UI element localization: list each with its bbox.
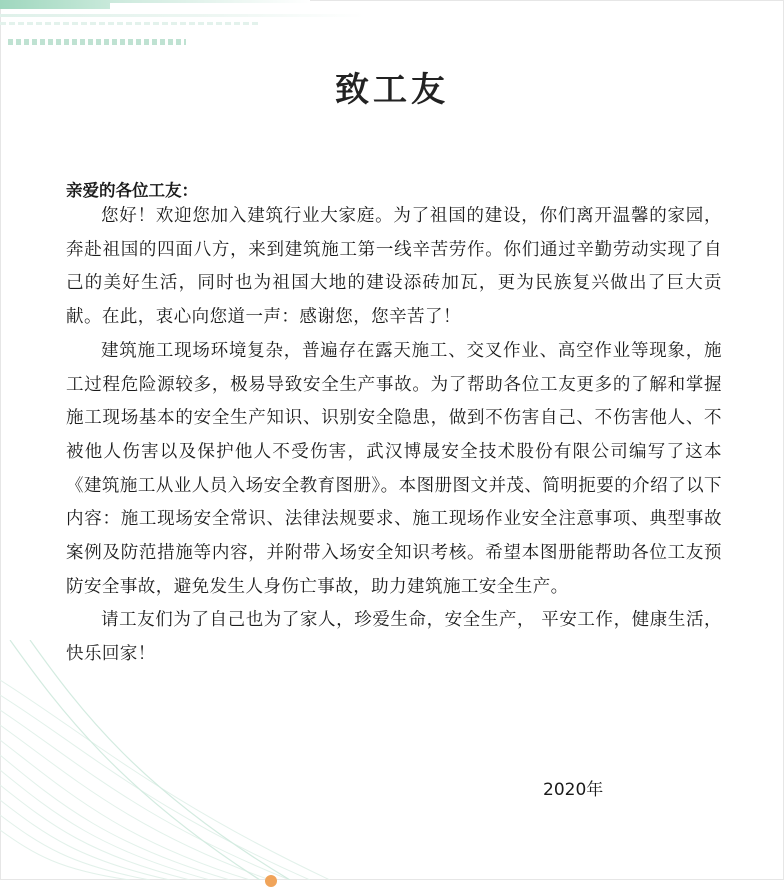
decorative-orange-dot <box>265 875 277 887</box>
paragraph-purpose: 建筑施工现场环境复杂，普遍存在露天施工、交叉作业、高空作业等现象，施工过程危险源较多，极易导致安全生产事故。为了帮助各位工友更多的了解和掌握施工现场基本的安全生产知识、识别安全隐患，做到不伤害自己、不伤害他人、不被他人伤害以及保护他人不受伤害，武汉博晟安全技术股份有限公司编写了这本《建筑施工从业人员入场安全教育图册》。本图册图文并茂、简明扼要的介绍了以下内容：施工现场安全常识、法律法规要求、施工现场作业安全注意事项、典型事故案例及防范措施等内容，并附带入场安全知识考核。希望本图册能帮助各位工友预防安全事故，避免发生人身伤亡事故，助力建筑施工安全生产。 <box>66 340 722 597</box>
letter-body <box>66 200 722 672</box>
paragraph-welcome: 您好！欢迎您加入建筑行业大家庭。为了祖国的建设，你们离开温馨的家园，奔赴祖国的四面八方，来到建筑施工第一线辛苦劳作。你们通过辛勤劳动实现了自己的美好生活，同时也为祖国大地的建设添砖加瓦，更为民族复兴做出了巨大贡献。在此，衷心向您道一声：感谢您，您辛苦了！ <box>66 206 722 328</box>
paragraph-closing: 请工友们为了自己也为了家人，珍爱生命，安全生产， 平安工作，健康生活，快乐回家！ <box>66 610 722 665</box>
page-title: 致工友 <box>335 70 449 110</box>
decorative-dotted-strip <box>8 39 186 45</box>
decorative-wave-lines <box>0 640 330 880</box>
decorative-top-bar <box>0 0 110 9</box>
decorative-top-bar-fade <box>110 0 310 3</box>
salutation: 亲爱的各位工友： <box>66 181 198 200</box>
decorative-dashed-line <box>0 22 260 25</box>
letter-date: 2020年 <box>543 780 604 800</box>
decorative-top-line <box>0 14 365 17</box>
